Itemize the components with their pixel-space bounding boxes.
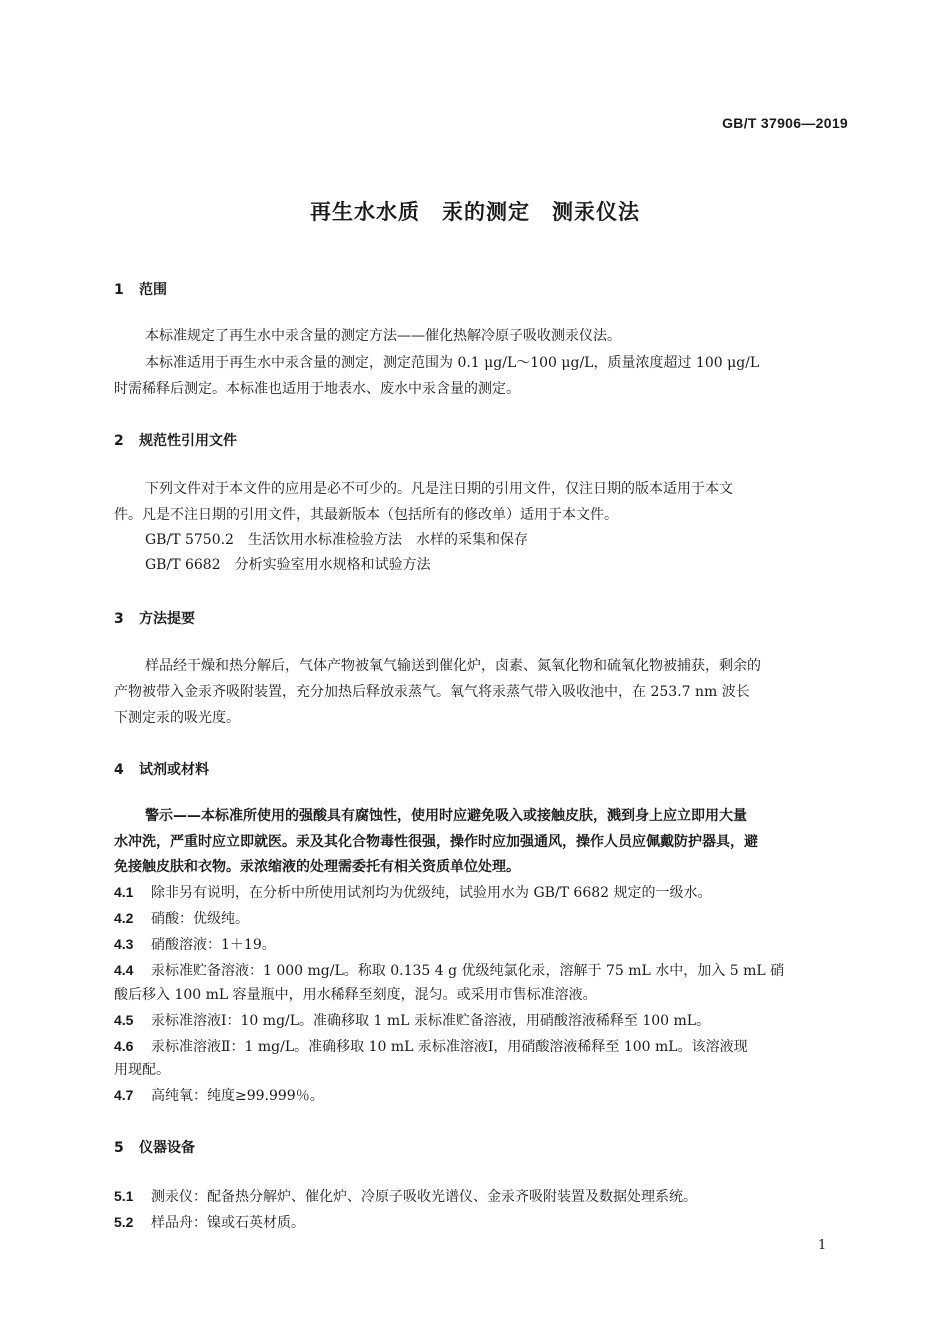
- clause-item: [114, 1085, 324, 1106]
- section-heading-normative-references: [114, 430, 237, 450]
- section-title: 规范性引用文件: [139, 433, 237, 449]
- section-title: 方法提要: [139, 611, 195, 627]
- clause-item: [114, 908, 249, 929]
- clause-continuation: 酸后移入 100 mL 容量瓶中，用水稀释至刻度，混匀。或采用市售标准溶液。: [114, 987, 597, 1003]
- clause-continuation: 用现配。: [114, 1062, 170, 1078]
- clause-text: 硝酸：优级纯。: [151, 911, 249, 927]
- clause-text: 样品舟：镍或石英材质。: [151, 1215, 305, 1231]
- reference-item: GB/T 6682 分析实验室用水规格和试验方法: [145, 557, 431, 573]
- clause-text: 高纯氧：纯度≥99.999％。: [151, 1088, 324, 1104]
- section-number: 5: [114, 1140, 124, 1156]
- clause-text: 除非另有说明，在分析中所使用试剂均为优级纯，试验用水为 GB/T 6682 规定的一级水。: [151, 885, 712, 901]
- clause-text: 汞标准溶液Ⅰ：10 mg/L。准确移取 1 mL 汞标准贮备溶液，用硝酸溶液稀释至 100 mL。: [151, 1013, 711, 1029]
- clause-item: [114, 1010, 710, 1031]
- clause-text: 汞标准贮备溶液：1 000 mg/L。称取 0.135 4 g 优级纯氯化汞，溶解于 75 mL 水中，加入 5 mL 硝: [151, 963, 785, 979]
- clause-item: [114, 1036, 748, 1057]
- clause-number: 4.5: [114, 1012, 134, 1028]
- warning-line: 水冲洗，严重时应立即就医。汞及其化合物毒性很强，操作时应加强通风，操作人员应佩戴防护器具，避: [114, 834, 758, 850]
- clause-text: 硝酸溶液：1＋19。: [151, 937, 276, 953]
- paragraph-line: 本标准规定了再生水中汞含量的测定方法——催化热解冷原子吸收测汞仪法。: [145, 328, 621, 344]
- section-heading-reagents: [114, 759, 209, 779]
- section-number: 3: [114, 611, 124, 627]
- section-number: 2: [114, 433, 124, 449]
- section-title: 试剂或材料: [139, 762, 209, 778]
- paragraph-line: 本标准适用于再生水中汞含量的测定，测定范围为 0.1 μg/L～100 μg/L，质量浓度超过 100 μg/L: [145, 355, 760, 371]
- section-heading-apparatus: [114, 1137, 195, 1157]
- page-number: 1: [818, 1238, 827, 1253]
- page-title: 再生水水质 汞的测定 测汞仪法: [310, 200, 640, 224]
- clause-item: [114, 934, 276, 955]
- clause-number: 4.2: [114, 910, 134, 926]
- standard-code: GB/T 37906—2019: [722, 115, 848, 131]
- paragraph-line: 时需稀释后测定。本标准也适用于地表水、废水中汞含量的测定。: [114, 381, 520, 397]
- section-heading-scope: [114, 279, 167, 299]
- paragraph-line: 样品经干燥和热分解后，气体产物被氧气输送到催化炉，卤素、氮氧化物和硫氧化物被捕获，剩余的: [145, 658, 761, 674]
- warning-line: 警示——本标准所使用的强酸具有腐蚀性，使用时应避免吸入或接触皮肤，溅到身上应立即用大量: [145, 808, 747, 824]
- section-heading-principle: [114, 608, 195, 628]
- clause-item: [114, 1186, 697, 1207]
- section-title: 仪器设备: [139, 1140, 195, 1156]
- clause-item: [114, 1212, 305, 1233]
- clause-number: 4.4: [114, 962, 134, 978]
- clause-item: [114, 960, 784, 981]
- clause-text: 汞标准溶液Ⅱ：1 mg/L。准确移取 10 mL 汞标准溶液Ⅰ，用硝酸溶液稀释至 100 mL。该溶液现: [151, 1039, 748, 1055]
- section-title: 范围: [139, 282, 167, 298]
- paragraph-line: 产物被带入金汞齐吸附装置，充分加热后释放汞蒸气。氧气将汞蒸气带入吸收池中，在 253.7 nm 波长: [114, 684, 750, 700]
- clause-number: 5.1: [114, 1188, 134, 1204]
- paragraph-line: 下列文件对于本文件的应用是必不可少的。凡是注日期的引用文件，仅注日期的版本适用于本文: [145, 481, 733, 497]
- clause-number: 4.6: [114, 1038, 134, 1054]
- clause-number: 5.2: [114, 1214, 134, 1230]
- clause-number: 4.1: [114, 884, 134, 900]
- clause-item: [114, 882, 712, 903]
- warning-line: 免接触皮肤和衣物。汞浓缩液的处理需委托有相关资质单位处理。: [114, 859, 520, 875]
- paragraph-line: 下测定汞的吸光度。: [114, 710, 240, 726]
- clause-number: 4.3: [114, 936, 134, 952]
- clause-number: 4.7: [114, 1087, 134, 1103]
- section-number: 1: [114, 282, 124, 298]
- reference-item: GB/T 5750.2 生活饮用水标准检验方法 水样的采集和保存: [145, 532, 528, 548]
- paragraph-line: 件。凡是不注日期的引用文件，其最新版本（包括所有的修改单）适用于本文件。: [114, 507, 618, 523]
- clause-text: 测汞仪：配备热分解炉、催化炉、冷原子吸收光谱仪、金汞齐吸附装置及数据处理系统。: [151, 1189, 697, 1205]
- section-number: 4: [114, 762, 124, 778]
